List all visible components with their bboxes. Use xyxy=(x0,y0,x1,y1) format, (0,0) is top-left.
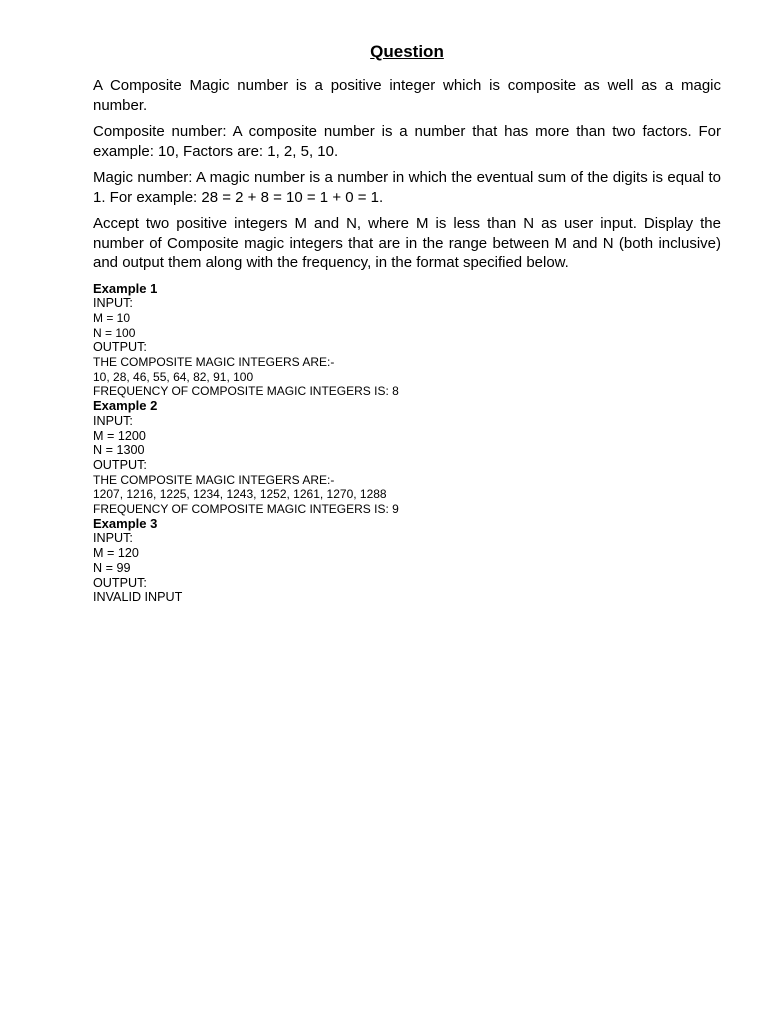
example-1 xyxy=(93,282,721,400)
document-page xyxy=(93,40,721,605)
paragraph-magic: Magic number: A magic number is a number in which the eventual sum of the digits is equal to 1. For example: 28 = 2 + 8 = 10 = 1 + 0 = 1. xyxy=(93,169,721,206)
input-label: INPUT: xyxy=(93,296,133,311)
input-n: N = 99 xyxy=(93,560,131,575)
input-label: INPUT: xyxy=(93,531,133,546)
examples-section xyxy=(93,282,721,605)
example-2 xyxy=(93,399,721,517)
paragraph-definition: A Composite Magic number is a positive integer which is composite as well as a magic number. xyxy=(93,77,721,114)
frequency-line: FREQUENCY OF COMPOSITE MAGIC INTEGERS IS: 9 xyxy=(93,502,399,517)
result-values: 10, 28, 46, 55, 64, 82, 91, 100 xyxy=(93,369,254,384)
input-label: INPUT: xyxy=(93,413,133,428)
output-label: OUTPUT: xyxy=(93,340,147,355)
input-m: M = 120 xyxy=(93,546,139,561)
example-heading: Example 1 xyxy=(93,280,158,296)
output-label: OUTPUT: xyxy=(93,575,147,590)
paragraph-task: Accept two positive integers M and N, where M is less than N as user input. Display the number of Composite magic integers that are in the range between M and N (both inclusive) and output them along with the frequency, in the format specified below. xyxy=(93,215,721,271)
frequency-line: FREQUENCY OF COMPOSITE MAGIC INTEGERS IS: 8 xyxy=(93,384,399,399)
output-label: OUTPUT: xyxy=(93,457,147,472)
result-invalid: INVALID INPUT xyxy=(93,590,183,605)
input-n: N = 100 xyxy=(93,325,136,340)
example-3 xyxy=(93,517,721,605)
example-heading: Example 2 xyxy=(93,398,158,414)
result-header: THE COMPOSITE MAGIC INTEGERS ARE:- xyxy=(93,355,335,370)
page-title: Question xyxy=(370,42,444,61)
result-values: 1207, 1216, 1225, 1234, 1243, 1252, 1261, 1270, 1288 xyxy=(93,487,387,502)
input-m: M = 1200 xyxy=(93,428,146,443)
input-n: N = 1300 xyxy=(93,443,145,458)
paragraph-composite: Composite number: A composite number is a number that has more than two factors. For example: 10, Factors are: 1, 2, 5, 10. xyxy=(93,123,721,160)
input-m: M = 10 xyxy=(93,310,131,325)
result-header: THE COMPOSITE MAGIC INTEGERS ARE:- xyxy=(93,472,335,487)
example-heading: Example 3 xyxy=(93,515,158,531)
